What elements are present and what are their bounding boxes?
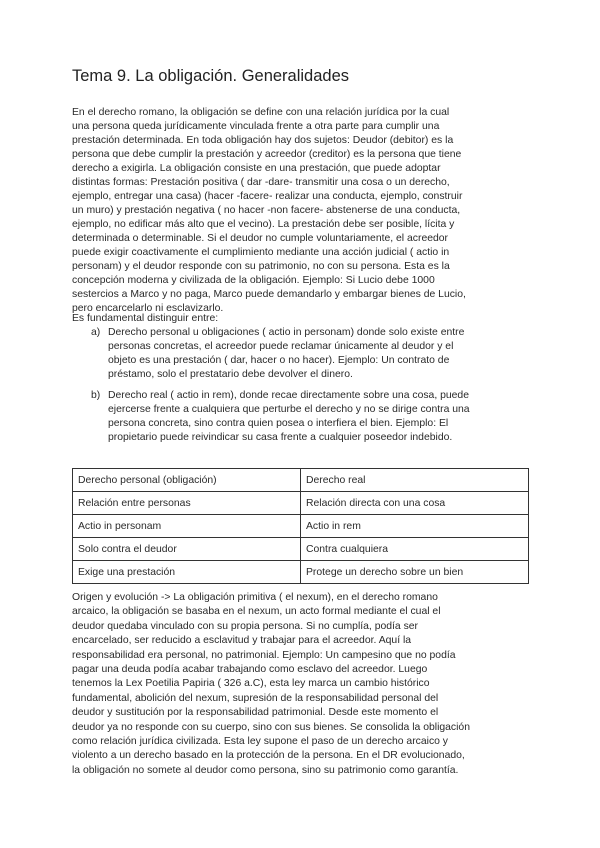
table-row [73, 538, 529, 561]
text-line: ejercerse frente a cualquiera que perturbe el derecho y no se dirige contra una [108, 404, 470, 415]
text-line: persona concreta, sino contra quien posea o interfiera el bien. Ejemplo: El [108, 418, 449, 429]
paragraph-intro: Es fundamental distinguir entre: [72, 313, 219, 324]
table-row [73, 561, 529, 584]
text-line: la obligación no somete al deudor como persona, sino su patrimonio como garantía. [72, 764, 459, 776]
text-line: tenemos la Lex Poetilia Papiria ( 326 a.C), esta ley marca un cambio histórico [72, 678, 430, 690]
comparison-table [72, 468, 529, 584]
table-cell: Relación directa con una cosa [301, 492, 529, 515]
text-line: Origen y evolución -> La obligación primitiva ( el nexum), en el derecho romano [72, 592, 438, 603]
text-line: determinada o determinable. Si el deudor no cumple voluntariamente, el acreedor [72, 233, 449, 244]
text-line: una persona queda jurídicamente vinculada frente a otra parte para cumplir una [72, 121, 440, 132]
table-cell: Actio in personam [73, 515, 301, 538]
table-row [73, 515, 529, 538]
list-marker: b) [91, 390, 101, 401]
paragraph-definition [72, 106, 466, 316]
text-line: fundamental, abolición del nexum, supresión de la responsabilidad personal del [72, 692, 439, 704]
table-cell: Derecho real [301, 469, 529, 492]
text-line: prestación determinada. En toda obligación hay dos sujetos: Deudor (debitor) es la [72, 135, 454, 146]
page-title: Tema 9. La obligación. Generalidades [72, 67, 350, 85]
text-line: puede exigir coactivamente el cumplimiento mediante una acción judicial ( actio in [72, 247, 450, 258]
text-line: deudor ya no responde con su cuerpo, sino con sus bienes. Se consolida la obligación [72, 721, 470, 733]
text-line: encarcelado, ser reducido a esclavitud y trabajar para el acreedor. Aquí la [72, 635, 412, 647]
paragraph-origin [72, 591, 470, 778]
table-cell: Solo contra el deudor [73, 538, 301, 561]
text-line: violento a un derecho basado en la protección de la persona. En el DR evolucionado, [72, 750, 465, 762]
list-item-b [91, 389, 470, 445]
table-cell: Actio in rem [301, 515, 529, 538]
text-line: propietario puede reivindicar su casa frente a cualquier poseedor indebido. [108, 432, 453, 443]
text-line: sestercios a Marco y no paga, Marco puede demandarlo y embargar bienes de Lucio, [72, 289, 466, 300]
text-line: Derecho personal u obligaciones ( actio in personam) donde solo existe entre [108, 327, 465, 338]
text-line: Derecho real ( actio in rem), donde recae directamente sobre una cosa, puede [108, 390, 469, 401]
list-item-a [91, 326, 465, 382]
text-line: como relación jurídica civilizada. Esta ley supone el paso de un derecho arcaico y [72, 736, 449, 748]
text-line: deudor y sustitución por la responsabilidad patrimonial. Desde este momento el [72, 707, 439, 719]
table-cell: Relación entre personas [73, 492, 301, 515]
text-line: ejemplo, no edificar más alto que el vecino). La prestación debe ser posible, lícita y [72, 219, 455, 230]
text-line: deudor quedaba vinculado con su propia persona. Si no cumplía, podía ser [72, 620, 419, 632]
table-row [73, 492, 529, 515]
text-line: derecho a exigirla. La obligación consiste en una prestación, que puede adoptar [72, 163, 441, 174]
text-line: personas concretas, el acreedor puede reclamar únicamente al deudor y el [108, 341, 454, 352]
table-cell: Protege un derecho sobre un bien [301, 561, 529, 584]
text-line: préstamo, solo el prestatario debe devolver el dinero. [108, 369, 353, 380]
text-line: arcaico, la obligación se basaba en el nexum, un acto formal mediante el cual el [72, 606, 441, 618]
text-line: distintas formas: Prestación positiva ( dar -dare- transmitir una cosa o un derecho, [72, 177, 450, 188]
text-line: pero encarcelarlo ni esclavizarlo. [72, 303, 224, 314]
table-header-row [73, 469, 529, 492]
text-line: objeto es una prestación ( dar, hacer o no hacer). Ejemplo: Un contrato de [108, 355, 450, 366]
text-line: En el derecho romano, la obligación se define con una relación jurídica por la cual [72, 107, 450, 118]
text-line: personam) y el deudor responde con su patrimonio, no con su persona. Esta es la [72, 261, 450, 272]
text-line: un muro) y prestación negativa ( no hacer -non facere- abstenerse de una conducta, [72, 205, 461, 216]
table-cell: Contra cualquiera [301, 538, 529, 561]
text-line: concepción moderna y civilizada de la obligación. Ejemplo: Si Lucio debe 1000 [72, 275, 435, 286]
text-line: ejemplo, entregar una casa) (hacer -facere- realizar una conducta, ejemplo, construir [72, 191, 463, 202]
list-marker: a) [91, 327, 101, 338]
text-line: responsabilidad era personal, no patrimonial. Ejemplo: Un campesino que no podía [72, 649, 456, 661]
table-cell: Derecho personal (obligación) [73, 469, 301, 492]
text-line: pagar una deuda podía acabar trabajando como esclavo del acreedor. Luego [72, 664, 428, 676]
text-line: persona que debe cumplir la prestación y acreedor (creditor) es la persona que tiene [72, 149, 462, 160]
table-cell: Exige una prestación [73, 561, 301, 584]
